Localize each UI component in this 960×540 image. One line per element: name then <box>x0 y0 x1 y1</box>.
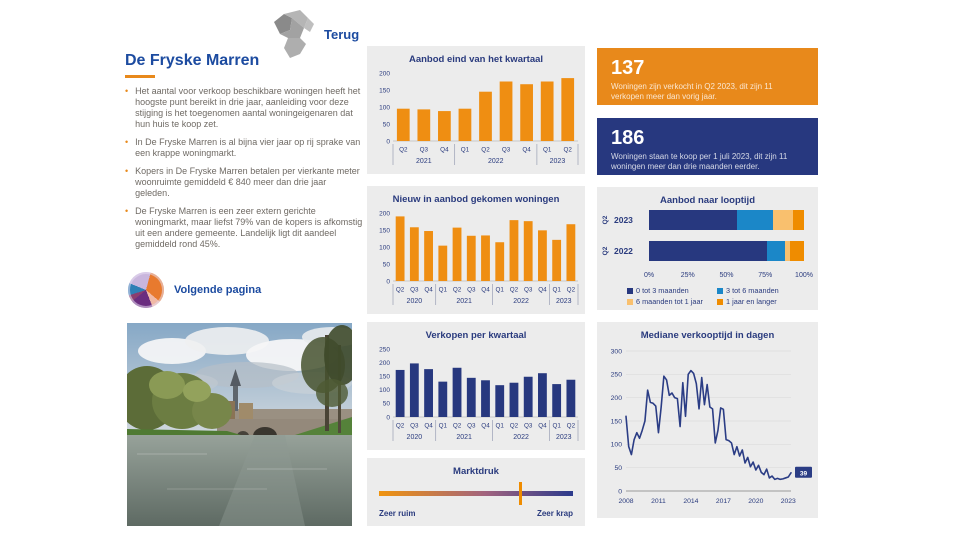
svg-text:0: 0 <box>386 278 390 286</box>
legend-label: 1 jaar en langer <box>726 297 777 306</box>
svg-text:2022: 2022 <box>487 158 504 165</box>
svg-text:100: 100 <box>610 441 622 449</box>
svg-text:2022: 2022 <box>513 298 529 305</box>
svg-text:200: 200 <box>379 359 390 367</box>
svg-text:Q2: Q2 <box>563 146 572 154</box>
svg-text:39: 39 <box>799 470 808 478</box>
svg-text:Q1: Q1 <box>438 286 448 294</box>
row-year-label: 2023 <box>614 215 633 225</box>
stacked-bar <box>649 210 804 230</box>
bullet-marker: • <box>125 86 129 96</box>
svg-text:Q1: Q1 <box>438 422 448 430</box>
stacked-bar-row <box>597 241 818 261</box>
svg-text:Q1: Q1 <box>552 286 561 294</box>
panel-aanbod-eind <box>367 46 585 174</box>
svg-text:50: 50 <box>382 121 390 129</box>
svg-text:2020: 2020 <box>406 298 423 305</box>
mediane-verkooptijd-chart <box>600 343 815 513</box>
bullet-marker: • <box>125 165 129 176</box>
stat-value: 137 <box>611 57 645 79</box>
svg-text:50: 50 <box>382 261 390 269</box>
percent-tick: 25% <box>680 272 695 279</box>
aanbod-eind-title: Aanbod eind van het kwartaal <box>408 54 544 65</box>
svg-text:2021: 2021 <box>456 298 472 305</box>
back-label: Terug <box>324 26 360 42</box>
svg-text:2023: 2023 <box>555 434 572 441</box>
panel-nieuw-aanbod <box>367 186 585 314</box>
bar-segment <box>767 241 786 261</box>
svg-text:Q4: Q4 <box>424 286 433 294</box>
stat-text: Woningen staan te koop per 1 juli 2023, dit zijn 11 woningen meer dan drie maanden eerder. <box>611 152 788 172</box>
svg-text:2011: 2011 <box>651 498 666 505</box>
svg-text:2020: 2020 <box>406 434 423 441</box>
legend-label: 3 tot 6 maanden <box>726 286 779 295</box>
bullet-list <box>125 86 363 257</box>
panel-mediane-verkooptijd <box>597 322 818 518</box>
svg-text:Q4: Q4 <box>538 286 547 294</box>
bullet-marker: • <box>125 205 129 216</box>
looptijd-chart <box>597 206 818 309</box>
bullet-text: In De Fryske Marren is al bijna vier jaar op rij sprake van een krappe woningmarkt. <box>135 136 361 158</box>
legend-item <box>717 286 779 295</box>
aanbod-eind-chart <box>371 67 581 167</box>
row-quarter-label: Q2 <box>602 215 609 225</box>
svg-text:200: 200 <box>379 210 390 218</box>
svg-text:2014: 2014 <box>683 498 699 505</box>
panel-looptijd <box>597 187 818 310</box>
title-underline <box>125 75 155 78</box>
svg-text:Q2: Q2 <box>509 422 519 430</box>
bullet-item <box>125 206 363 250</box>
stat-value: 186 <box>611 127 645 149</box>
svg-text:Q4: Q4 <box>538 422 547 430</box>
svg-text:2022: 2022 <box>513 434 529 441</box>
stat-box-verkocht <box>597 48 818 105</box>
svg-text:50: 50 <box>614 464 622 472</box>
svg-text:Q2: Q2 <box>566 422 576 430</box>
legend-item <box>627 297 703 306</box>
svg-text:Q2: Q2 <box>452 286 462 294</box>
bar-segment <box>649 241 767 261</box>
svg-text:Q1: Q1 <box>495 422 504 430</box>
svg-text:Q1: Q1 <box>552 422 561 430</box>
svg-text:2017: 2017 <box>715 498 731 505</box>
svg-text:Q4: Q4 <box>522 146 531 154</box>
marktdruk-title: Marktdruk <box>453 466 499 477</box>
legend-item <box>717 297 777 306</box>
svg-text:Q3: Q3 <box>410 422 419 430</box>
svg-text:100: 100 <box>379 387 390 395</box>
percent-tick: 100% <box>795 272 813 279</box>
stat-box-te-koop <box>597 118 818 175</box>
svg-text:Q3: Q3 <box>467 422 476 430</box>
gauge-marker <box>519 482 522 505</box>
bar-segment <box>793 210 804 230</box>
bullet-text: Kopers in De Fryske Marren betalen per vierkante meter woonruimte gemiddeld € 840 meer dan drie jaar geleden. <box>135 165 360 198</box>
svg-text:Q3: Q3 <box>501 146 511 154</box>
row-quarter-label: Q2 <box>602 246 609 256</box>
svg-text:Q4: Q4 <box>481 422 490 430</box>
legend-swatch <box>717 299 723 305</box>
bullet-text: Het aantal voor verkoop beschikbare woningen heeft het hoogste punt bereikt in drie jaar, aanleiding voor deze stijging is het toegenomen aantal woningeigenaren dat hun huis te koop zet. <box>135 86 361 129</box>
legend-swatch <box>627 288 633 294</box>
svg-text:Q1: Q1 <box>460 146 470 154</box>
svg-text:0: 0 <box>386 138 390 146</box>
svg-text:Q3: Q3 <box>419 146 429 154</box>
nieuw-aanbod-title: Nieuw in aanbod gekomen woningen <box>392 194 560 205</box>
gauge-bar <box>379 491 573 496</box>
svg-text:100: 100 <box>379 104 390 112</box>
pie-chart-icon <box>128 272 164 308</box>
svg-text:2023: 2023 <box>555 298 572 305</box>
svg-text:200: 200 <box>610 394 622 402</box>
marktdruk-gauge <box>367 477 585 521</box>
bullet-marker: • <box>125 136 129 147</box>
bar-segment <box>773 210 793 230</box>
panel-marktdruk <box>367 458 585 526</box>
stacked-bar-row <box>597 210 818 230</box>
svg-text:2021: 2021 <box>456 434 472 441</box>
svg-text:150: 150 <box>610 418 622 426</box>
svg-text:Q2: Q2 <box>395 422 405 430</box>
svg-text:Q3: Q3 <box>523 286 533 294</box>
svg-text:2020: 2020 <box>748 498 764 505</box>
legend-label: 0 tot 3 maanden <box>636 286 689 295</box>
svg-text:2008: 2008 <box>618 498 634 505</box>
svg-text:Q4: Q4 <box>440 146 449 154</box>
next-page-button[interactable] <box>128 272 261 308</box>
svg-text:50: 50 <box>382 400 390 408</box>
bar-segment <box>790 241 804 261</box>
canal-photo <box>127 323 352 526</box>
row-year-label: 2022 <box>614 246 633 256</box>
svg-text:Q2: Q2 <box>509 286 519 294</box>
svg-text:Q3: Q3 <box>467 286 476 294</box>
bullet-item <box>125 137 363 159</box>
next-page-label: Volgende pagina <box>174 284 262 296</box>
svg-text:200: 200 <box>379 70 390 78</box>
bullet-item <box>125 86 363 130</box>
svg-text:300: 300 <box>610 348 622 356</box>
svg-text:2023: 2023 <box>780 498 796 505</box>
svg-text:250: 250 <box>379 346 390 354</box>
svg-text:Q3: Q3 <box>410 286 419 294</box>
legend-swatch <box>627 299 633 305</box>
svg-text:Q2: Q2 <box>399 146 408 154</box>
bullet-item <box>125 166 363 199</box>
svg-text:0: 0 <box>618 488 622 496</box>
svg-text:Q1: Q1 <box>542 146 552 154</box>
mediane-title: Mediane verkooptijd in dagen <box>640 330 775 341</box>
svg-text:150: 150 <box>379 373 390 381</box>
svg-text:150: 150 <box>379 227 390 235</box>
percent-tick: 50% <box>719 272 734 279</box>
legend-label: 6 maanden tot 1 jaar <box>636 297 703 306</box>
bar-segment <box>737 210 773 230</box>
svg-text:Q4: Q4 <box>424 422 433 430</box>
svg-text:Q2: Q2 <box>452 422 462 430</box>
svg-text:0: 0 <box>386 414 390 422</box>
verkopen-title: Verkopen per kwartaal <box>425 330 527 341</box>
page-title: De Fryske Marren <box>125 52 260 69</box>
gauge-left-label: Zeer ruim <box>379 509 416 518</box>
panel-verkopen <box>367 322 585 450</box>
svg-text:150: 150 <box>379 87 390 95</box>
percent-tick: 75% <box>758 272 773 279</box>
gauge-right-label: Zeer krap <box>536 509 573 518</box>
svg-text:Q2: Q2 <box>566 286 576 294</box>
nieuw-aanbod-chart <box>371 207 581 307</box>
percent-tick: 0% <box>643 272 655 279</box>
legend-item <box>627 286 689 295</box>
svg-text:Q2: Q2 <box>395 286 405 294</box>
looptijd-title: Aanbod naar looptijd <box>660 195 755 206</box>
legend-swatch <box>717 288 723 294</box>
svg-text:Q4: Q4 <box>481 286 490 294</box>
stacked-bar <box>649 241 804 261</box>
svg-text:Q1: Q1 <box>495 286 504 294</box>
svg-text:100: 100 <box>379 244 390 252</box>
svg-text:2023: 2023 <box>549 158 566 165</box>
svg-text:Q3: Q3 <box>523 422 533 430</box>
svg-text:Q2: Q2 <box>481 146 490 154</box>
bar-segment <box>649 210 737 230</box>
verkopen-chart <box>371 343 581 443</box>
svg-text:250: 250 <box>610 371 622 379</box>
svg-text:2021: 2021 <box>416 158 432 165</box>
bullet-text: De Fryske Marren is een zeer extern gerichte woningmarkt, maar liefst 79% van de kopers is afkomstig uit een andere gemeente. Landelijk ligt dit aandeel gemiddeld rond 45%. <box>135 205 363 249</box>
stat-text: Woningen zijn verkocht in Q2 2023, dit zijn 11 verkopen meer dan vorig jaar. <box>611 82 773 102</box>
